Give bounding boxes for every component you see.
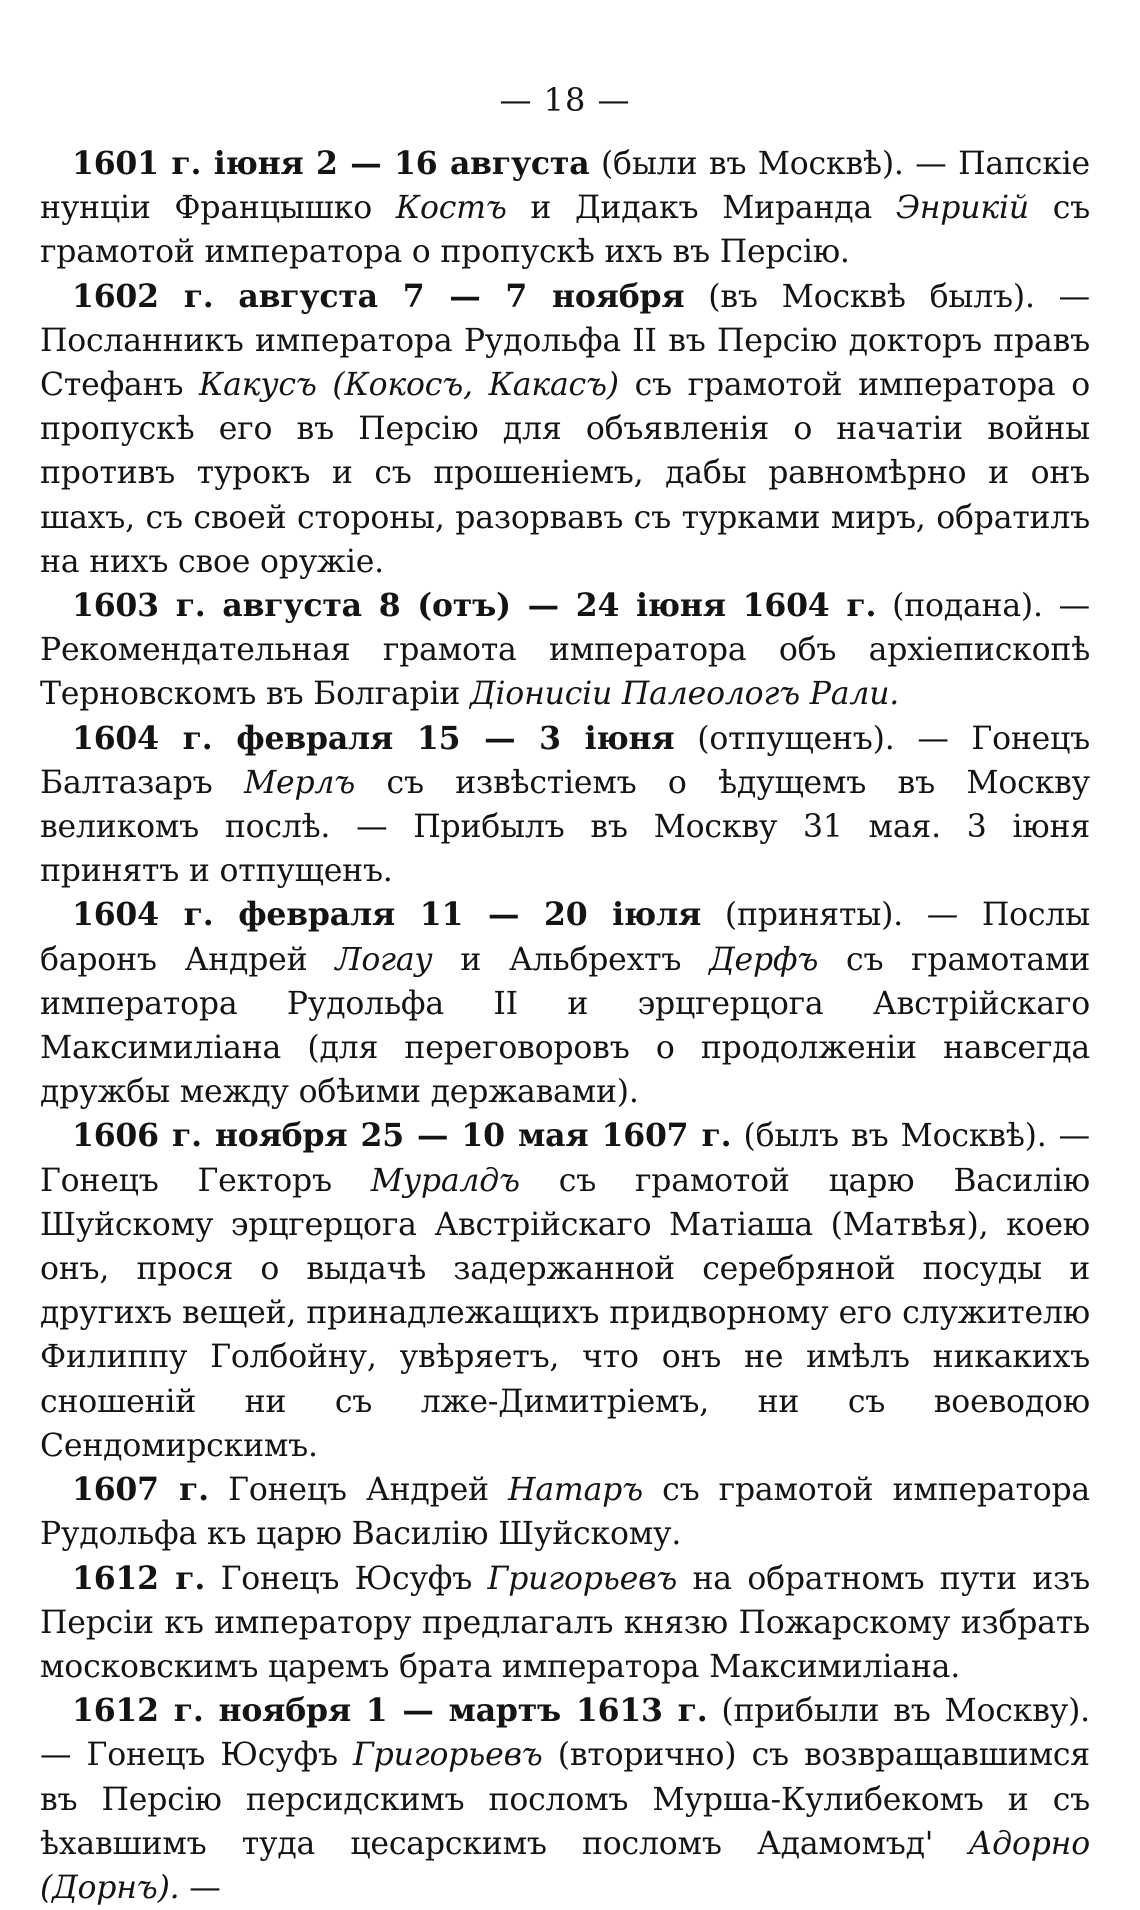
entry-date: 1603 г. августа 8 (отъ) — 24 іюня 1604 г. bbox=[72, 587, 877, 625]
entry-1604-logau bbox=[40, 893, 1090, 1114]
entry-name: Какусъ (Кокосъ, Какасъ) bbox=[198, 367, 619, 404]
entry-text: Гонецъ Юсуфъ bbox=[205, 1560, 488, 1597]
entry-date: 1601 г. іюня 2 — 16 августа bbox=[72, 145, 590, 182]
entry-text: (прибыли въ Москву). — Гонецъ Юсуфъ bbox=[40, 1693, 1090, 1774]
entry-text: (въ Москвѣ былъ). — Посланникъ императора Рудольфа II въ Персію докторъ правъ Стефанъ bbox=[40, 278, 1090, 404]
entry-text: (подана). — Рекомендательная грамота императора объ архіепископѣ Терновскомъ въ Болгаріи bbox=[40, 588, 1090, 713]
entry-date: 1606 г. ноября 25 — 10 мая 1607 г. bbox=[72, 1117, 732, 1155]
entry-1612-november bbox=[40, 1689, 1090, 1910]
entry-name: Натаръ bbox=[508, 1472, 643, 1509]
entry-name: Дерфъ bbox=[709, 941, 819, 978]
entry-text: на обратномъ пути изъ Персіи къ императору предлагалъ князю Пожарскому избрать московскимъ царемъ брата императора Максимиліана. bbox=[40, 1560, 1090, 1685]
entry-text: съ грамотой императора Рудольфа къ царю Василію Шуйскому. bbox=[40, 1472, 1091, 1553]
entry-date: 1612 г. ноября 1 — мартъ 1613 г. bbox=[72, 1692, 708, 1730]
entry-text: — bbox=[179, 1869, 221, 1906]
entry-name: Григорьевъ bbox=[487, 1560, 678, 1597]
entry-text: (приняты). — Послы баронъ Андрей bbox=[40, 897, 1090, 978]
entry-text: съ грамотой императора о пропускѣ его въ Персію для объявленія о начатіи войны противъ турокъ и съ прошеніемъ, дабы равномѣрно и онъ шахъ, съ своей стороны, разорвавъ съ турками миръ, обратилъ на нихъ свое оружіе. bbox=[40, 367, 1090, 580]
entry-text: съ грамотой императора о пропускѣ ихъ въ Персію. bbox=[40, 190, 1090, 271]
entry-text: съ грамотой царю Василію Шуйскому эрцгерцога Австрійскаго Матіаша (Матвѣя), коею онъ, прося о выдачѣ задержанной серебряной посуды и другихъ вещей, принадлежащихъ придворному его служителю Филиппу Голбойну, увѣряетъ, что онъ не имѣлъ никакихъ сношеній ни съ лже-Димитріемъ, ни съ воеводою Сендомирскимъ. bbox=[40, 1162, 1090, 1464]
entry-text: (отпущенъ). — Гонецъ Балтазаръ bbox=[40, 720, 1090, 801]
document-page bbox=[40, 70, 1090, 1910]
entry-1606 bbox=[40, 1114, 1090, 1468]
entry-text: съ грамотами императора Рудольфа II и эрцгерцога Австрійскаго Максимиліана (для переговоровъ о продолженіи навсегда дружбы между обѣими державами). bbox=[40, 941, 1091, 1111]
entry-text: Гонецъ Андрей bbox=[208, 1472, 509, 1509]
entry-text: съ извѣстіемъ о ѣдущемъ въ Москву великомъ послѣ. — Прибылъ въ Москву 31 мая. 3 іюня принятъ и отпущенъ. bbox=[40, 764, 1090, 890]
page-number: — 18 — bbox=[499, 81, 631, 119]
entry-name: Григорьевъ bbox=[353, 1737, 543, 1774]
entry-name: Муралдъ bbox=[370, 1162, 520, 1199]
entry-text: и Альбрехтъ bbox=[432, 941, 710, 978]
entry-1604-merl bbox=[40, 717, 1090, 894]
entry-1607 bbox=[40, 1468, 1090, 1556]
entry-name: Адорно (Дорнъ). bbox=[40, 1825, 1090, 1906]
entry-1602 bbox=[40, 275, 1090, 584]
entry-date: 1602 г. августа 7 — 7 ноября bbox=[72, 277, 685, 315]
entry-text: и Дидакъ Миранда bbox=[506, 190, 896, 227]
entry-date: 1604 г. февраля 15 — 3 іюня bbox=[72, 719, 675, 757]
entry-name: Діонисіи Палеологъ Рали. bbox=[470, 676, 900, 713]
entry-text: (были въ Москвѣ). — Папскіе нунціи Францышко bbox=[40, 146, 1090, 227]
entry-date: 1604 г. февраля 11 — 20 іюля bbox=[72, 896, 702, 934]
entry-date: 1612 г. bbox=[72, 1559, 206, 1597]
entry-name: Костъ bbox=[395, 190, 507, 227]
entry-1603 bbox=[40, 584, 1090, 717]
entry-1601 bbox=[40, 142, 1090, 275]
entry-1612 bbox=[40, 1557, 1090, 1690]
entry-text: (вторично) съ возвращавшимся въ Персію персидскимъ посломъ Мурша-Кулибекомъ и съ ѣхавшимъ туда цесарскимъ посломъ Адамомъд' bbox=[40, 1737, 1090, 1862]
entry-name: Мерлъ bbox=[243, 764, 356, 801]
entry-name: Энрикій bbox=[895, 190, 1029, 227]
entry-text: (былъ въ Москвѣ). — Гонецъ Гекторъ bbox=[40, 1118, 1090, 1199]
entry-date: 1607 г. bbox=[72, 1471, 209, 1509]
entry-name: Логау bbox=[335, 941, 433, 978]
